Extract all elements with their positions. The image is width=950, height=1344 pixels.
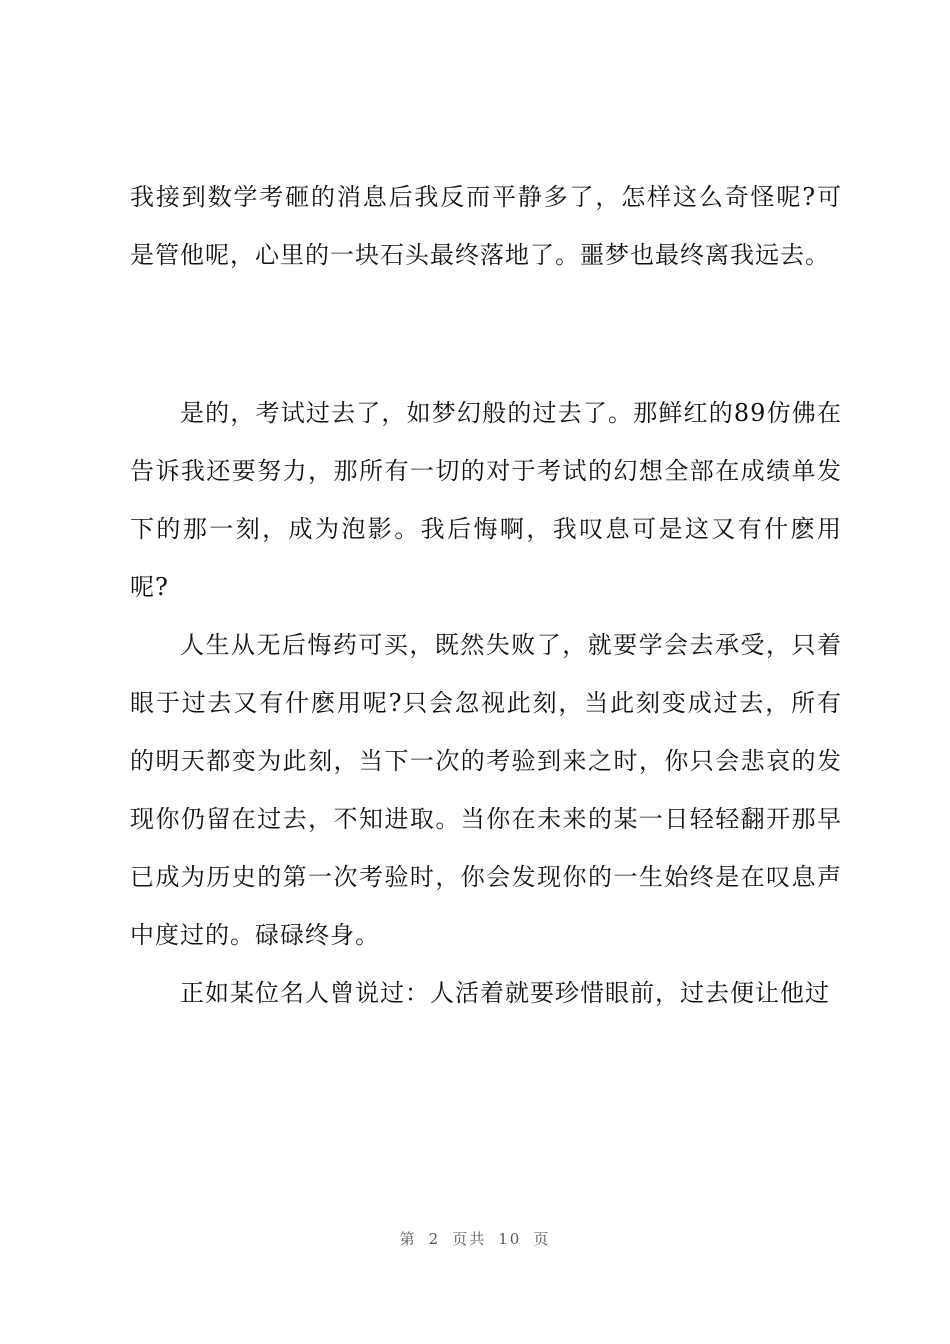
page-footer: [0, 1228, 950, 1249]
paragraph-1: 我接到数学考砸的消息后我反而平静多了，怎样这么奇怪呢?可是管他呢，心里的一块石头最终落地了。噩梦也最终离我远去。: [130, 183, 842, 269]
paragraph-2: 是的，考试过去了，如梦幻般的过去了。那鲜红的89仿佛在告诉我还要努力，那所有一切的对于考试的幻想全部在成绩单发下的那一刻，成为泡影。我后悔啊，我叹息可是这又有什麽用呢?: [130, 399, 842, 601]
footer-label-of: 页共: [452, 1230, 487, 1248]
footer-label-page: 第: [399, 1230, 417, 1248]
paragraph-gap: [130, 284, 842, 384]
document-body: [130, 168, 842, 1022]
paragraph-4: 正如某位名人曾说过：人活着就要珍惜眼前，过去便让他过: [180, 979, 830, 1007]
footer-label-end: 页: [533, 1230, 551, 1248]
footer-total-pages: 10: [498, 1230, 522, 1248]
paragraph-3: 人生从无后悔药可买，既然失败了，就要学会去承受，只着眼于过去又有什麽用呢?只会忽视此刻，当此刻变成过去，所有的明天都变为此刻，当下一次的考验到来之时，你只会悲哀的发现你仍留在过去，不知进取。当你在未来的某一日轻轻翻开那早已成为历史的第一次考验时，你会发现你的一生始终是在叹息声中度过的。碌碌终身。: [130, 631, 842, 949]
footer-current-page: 2: [428, 1230, 441, 1248]
